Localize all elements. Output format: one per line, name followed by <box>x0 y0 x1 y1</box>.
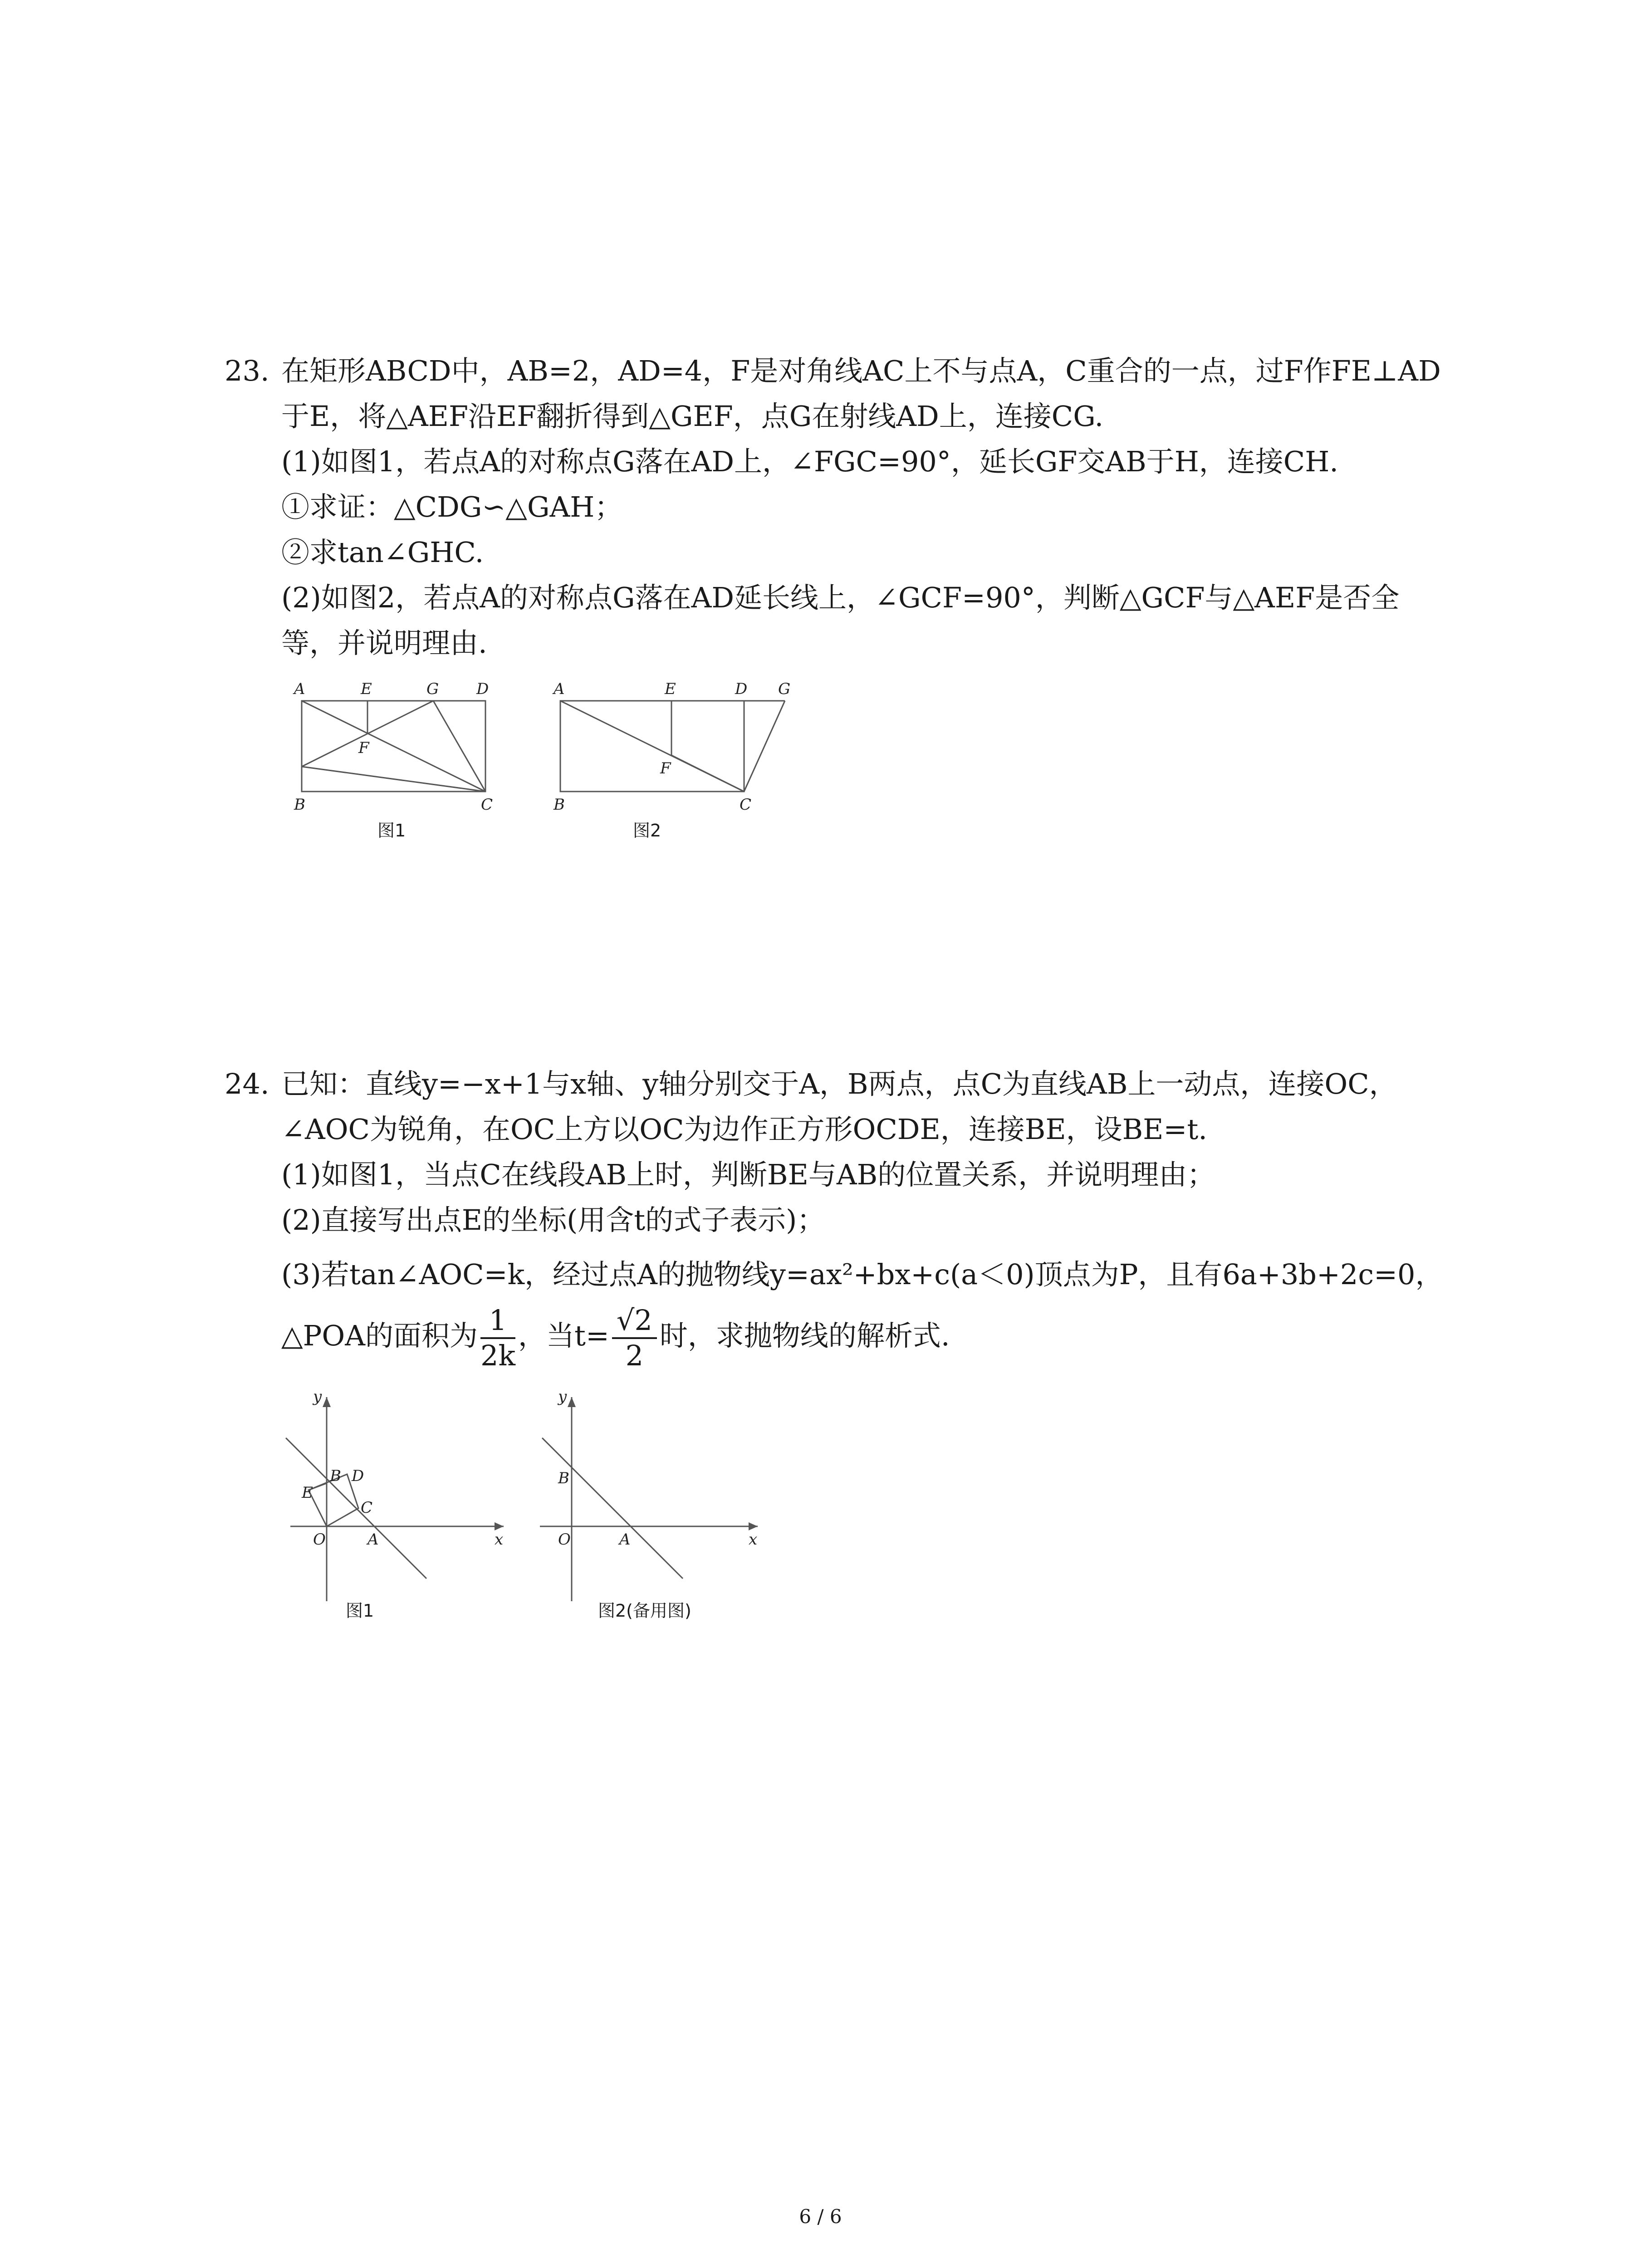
q24-line-3: (1)如图1，当点C在线段AB上时，判断BE与AB的位置关系，并说明理由； <box>281 1158 1215 1191</box>
q24-figure-2 <box>533 1388 769 1624</box>
fig2-label-C: C <box>740 796 752 814</box>
q24-fig2-label-y: y <box>558 1388 567 1406</box>
q24-fig2-label-A: A <box>619 1530 631 1549</box>
q24-fig1-label-O: O <box>313 1530 326 1549</box>
fraction-1-over-2k <box>480 1304 515 1373</box>
fig1-label-D: D <box>476 680 489 698</box>
q24-fig2-caption: 图2(备用图) <box>598 1601 691 1621</box>
fraction-numerator: 1 <box>480 1304 515 1339</box>
fig1-label-G: G <box>426 680 439 698</box>
fraction-denominator: 2k <box>480 1339 516 1372</box>
page-number: 6 / 6 <box>799 2205 842 2228</box>
fraction-denominator: 2 <box>625 1339 644 1372</box>
fig2-label-F: F <box>660 759 671 777</box>
q24-fig2-label-B: B <box>558 1469 569 1487</box>
q23-line-2: 于E，将△AEF沿EF翻折得到△GEF，点G在射线AD上，连接CG. <box>281 400 1104 433</box>
fig2-label-D: D <box>735 680 748 698</box>
q23-fig2-caption: 图2 <box>633 821 661 841</box>
q24-line6-part3: 时，求抛物线的解析式. <box>659 1319 950 1352</box>
q23-line-3: (1)如图1，若点A的对称点G落在AD上，∠FGC=90°，延长GF交AB于H，连接CH. <box>281 445 1338 478</box>
q24-fig2-label-O: O <box>558 1530 571 1549</box>
q24-fig1-label-D: D <box>352 1467 364 1485</box>
q24-figure-1 <box>281 1388 517 1624</box>
q24-line-1: 已知：直线y=−x+1与x轴、y轴分别交于A，B两点，点C为直线AB上一动点，连接OC， <box>281 1067 1397 1100</box>
q24-number: 24. <box>225 1067 269 1100</box>
q24-line6-part1: △POA的面积为 <box>281 1319 478 1352</box>
fig1-label-E: E <box>361 680 372 698</box>
q23-line-4: ①求证：△CDG∽△GAH； <box>281 490 623 523</box>
fig2-label-A: A <box>554 680 565 698</box>
q23-line-7: 等，并说明理由. <box>281 626 487 660</box>
q24-fig1-label-B: B <box>330 1467 341 1485</box>
fig1-label-C: C <box>481 796 493 814</box>
q23-line-5: ②求tan∠GHC. <box>281 536 484 569</box>
q24-fig1-caption: 图1 <box>346 1601 374 1621</box>
fig1-label-B: B <box>294 796 305 814</box>
fig1-label-A: A <box>294 680 305 698</box>
q24-fig1-label-E: E <box>302 1484 313 1502</box>
fig1-label-F: F <box>358 739 369 757</box>
q23-line-1: 在矩形ABCD中，AB=2，AD=4，F是对角线AC上不与点A，C重合的一点，过F作FE⊥AD <box>281 354 1441 387</box>
fig2-label-G: G <box>778 680 791 698</box>
q24-fig1-label-C: C <box>361 1499 373 1517</box>
q24-line-4: (2)直接写出点E的坐标(用含t的式子表示)； <box>281 1203 825 1237</box>
fig2-label-B: B <box>554 796 565 814</box>
q23-figure-1 <box>290 676 508 821</box>
q24-line-5: (3)若tan∠AOC=k，经过点A的抛物线y=ax²+bx+c(a＜0)顶点为P，且有6a+3b+2c=0， <box>281 1258 1444 1291</box>
q24-line-2: ∠AOC为锐角，在OC上方以OC为边作正方形OCDE，连接BE，设BE=t. <box>281 1113 1207 1146</box>
q24-line6-part2: ，当t= <box>518 1319 609 1352</box>
fraction-sqrt2-over-2 <box>612 1304 657 1373</box>
q24-line-6 <box>281 1300 950 1373</box>
q23-figure-2 <box>549 676 803 821</box>
q23-fig1-caption: 图1 <box>377 821 406 841</box>
q24-fig1-label-A: A <box>367 1530 379 1549</box>
q23-line-6: (2)如图2，若点A的对称点G落在AD延长线上，∠GCF=90°，判断△GCF与△AEF是否全 <box>281 581 1400 614</box>
fig2-label-E: E <box>665 680 676 698</box>
q24-fig2-label-x: x <box>749 1530 758 1549</box>
q23-number: 23. <box>225 354 269 387</box>
q24-fig1-label-y: y <box>313 1388 322 1406</box>
fraction-numerator: √2 <box>612 1304 657 1339</box>
q24-fig1-label-x: x <box>495 1530 504 1549</box>
